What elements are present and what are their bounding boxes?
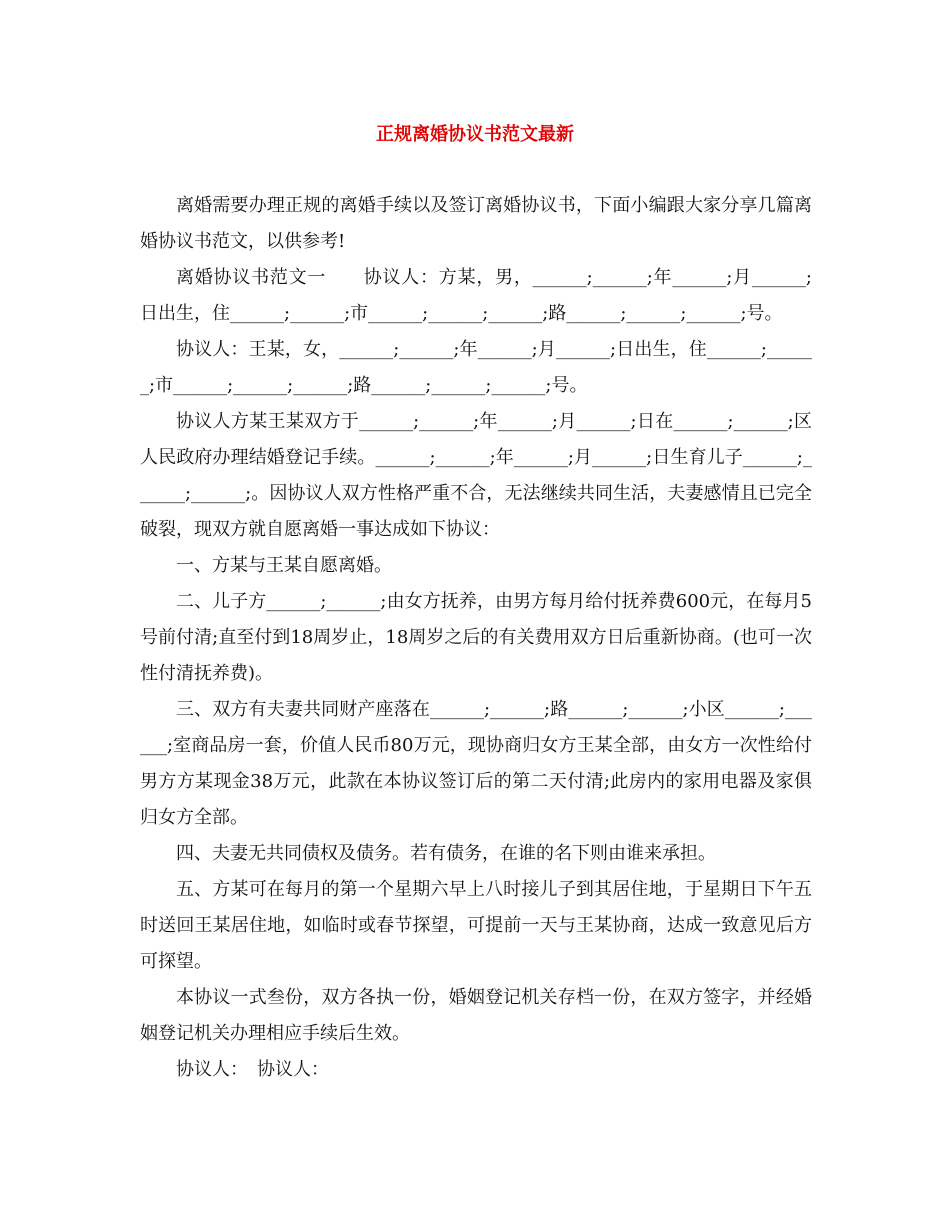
party-man-paragraph: 离婚协议书范文一 协议人：方某，男，______;______;年______;月______;日出生，住______;______;市______;______;______;路______;______;______;号。 <box>140 267 812 324</box>
intro-paragraph: 离婚需要办理正规的离婚手续以及签订离婚协议书，下面小编跟大家分享几篇离婚协议书范文，以供参考! <box>140 195 812 252</box>
document-title: 正规离婚协议书范文最新 <box>376 124 574 145</box>
signature-line: 协议人： 协议人： <box>176 1059 329 1080</box>
clause-3: 三、双方有夫妻共同财产座落在______;______;路______;______;小区______;______;室商品房一套，价值人民币80万元，现协商归女方王某全部，由女方一次性给付男方方某现金38万元，此款在本协议签订后的第二天付清;此房内的家用电器及家俱归女方全部。 <box>140 699 812 828</box>
clause-1: 一、方某与王某自愿离婚。 <box>176 555 392 576</box>
marriage-history-paragraph: 协议人方某王某双方于______;______;年______;月______;日在______;______;区人民政府办理结婚登记手续。______;______;年______;月______;日生育儿子______;______;______;。因协议人双方性格严重不合，无法继续共同生活，夫妻感情且已完全破裂，现双方就自愿离婚一事达成如下协议： <box>140 411 812 540</box>
clause-4: 四、夫妻无共同债权及债务。若有债务，在谁的名下则由谁来承担。 <box>176 843 716 864</box>
clause-5: 五、方某可在每月的第一个星期六早上八时接儿子到其居住地，于星期日下午五时送回王某居住地，如临时或春节探望，可提前一天与王某协商，达成一致意见后方可探望。 <box>140 879 812 972</box>
party-woman-paragraph: 协议人：王某，女，______;______;年______;月______;日出生，住______;______;市______;______;______;路______;______;______;号。 <box>140 339 812 396</box>
document-body <box>140 188 812 1088</box>
clause-2: 二、儿子方______;______;由女方抚养，由男方每月给付抚养费600元，在每月5号前付清;直至付到18周岁止，18周岁之后的有关费用双方日后重新协商。(也可一次性付清抚养费)。 <box>140 591 812 684</box>
effectiveness-paragraph: 本协议一式叁份，双方各执一份，婚姻登记机关存档一份，在双方签字，并经婚姻登记机关办理相应手续后生效。 <box>140 987 812 1044</box>
